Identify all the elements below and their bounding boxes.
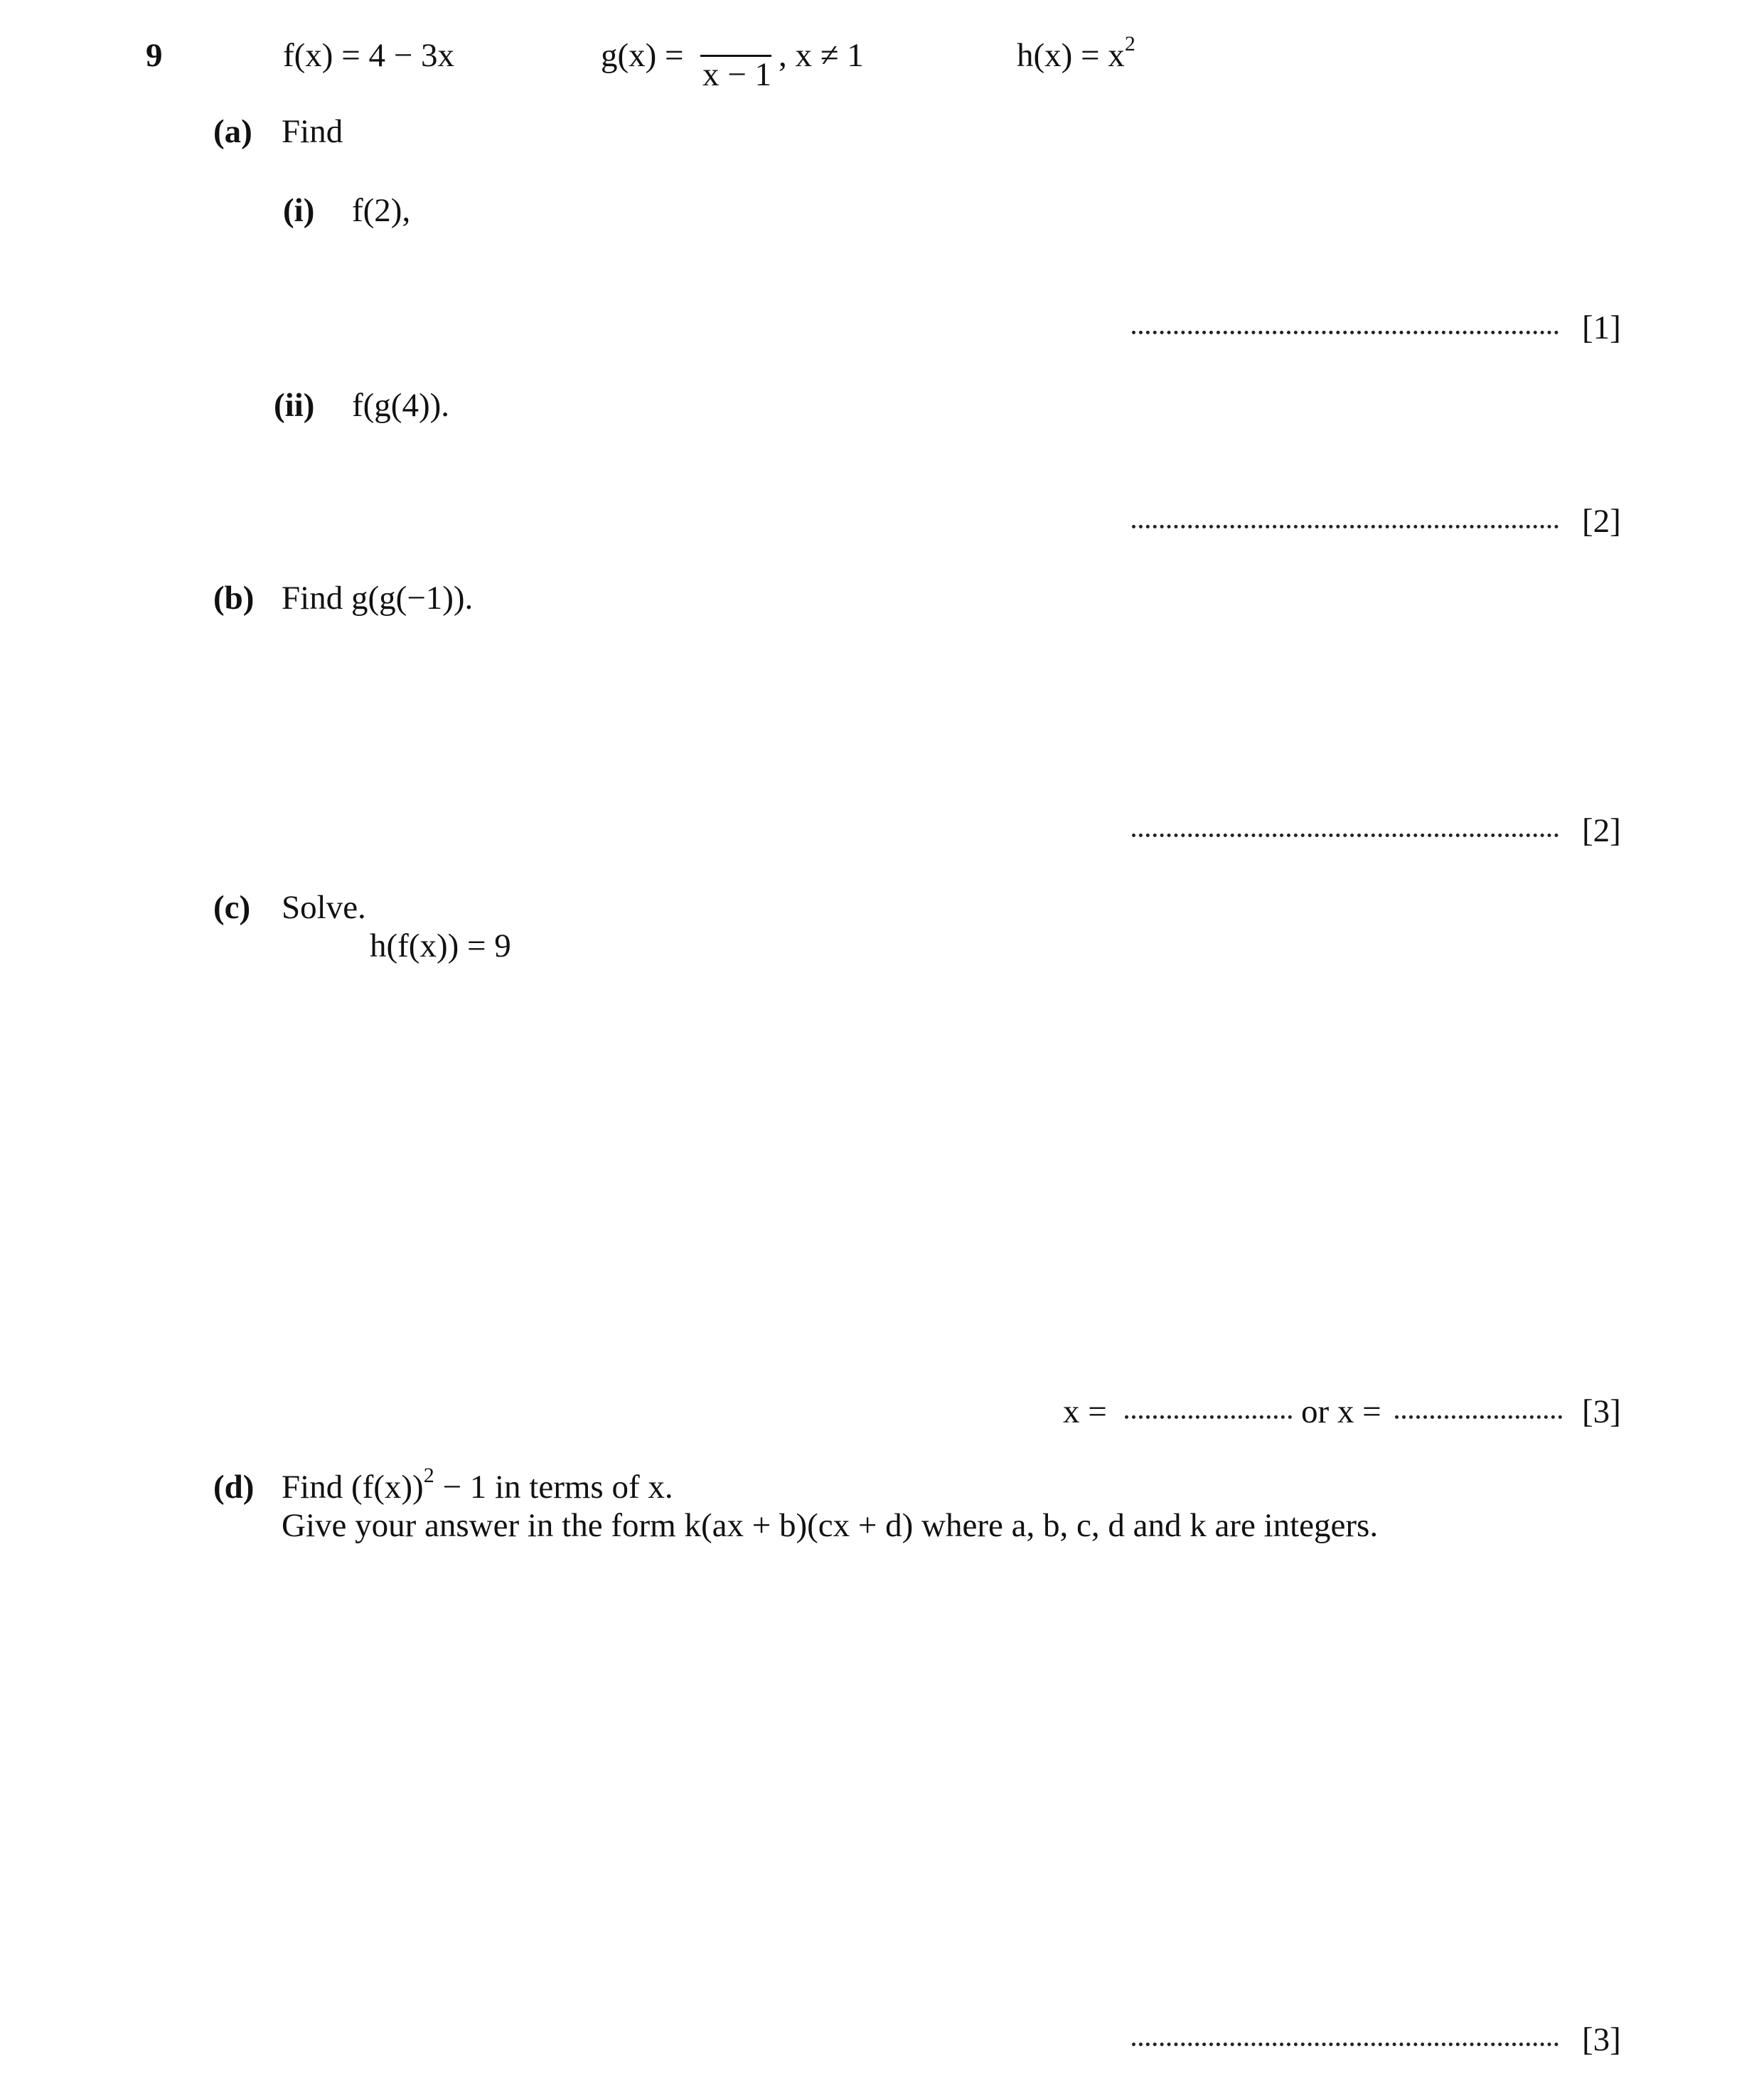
mark-a-i: [1] (1582, 309, 1621, 346)
part-a-ii-label: (ii) (274, 387, 315, 424)
part-d-line1: Find $(f(x))^2 - 1$ in terms of x. (282, 1464, 673, 1506)
part-a-i-text: f(2), (352, 192, 411, 229)
answer-line-d[interactable] (1132, 2043, 1559, 2046)
mark-b: [2] (1582, 812, 1621, 849)
g-denominator: x − 1 (702, 56, 772, 93)
answer-c-prefix-2: or x = (1301, 1393, 1381, 1430)
part-a-text: Find (282, 113, 343, 150)
part-a-ii-text: f(g(4)). (352, 387, 450, 424)
mark-a-ii: [2] (1582, 503, 1621, 540)
part-a-i-label: (i) (283, 192, 315, 229)
answer-line-b[interactable] (1132, 834, 1559, 837)
answer-line-c-2[interactable] (1395, 1415, 1562, 1419)
question-number: 9 (146, 37, 163, 74)
answer-line-a-ii[interactable] (1132, 525, 1559, 528)
f-definition: f(x) = 4 − 3x (283, 37, 454, 74)
part-c-equation: h(f(x)) = 9 (370, 927, 511, 964)
part-a-label: (a) (213, 113, 252, 150)
mark-d: [3] (1582, 2021, 1621, 2058)
part-b-label: (b) (213, 580, 255, 617)
part-c-text: Solve. (282, 889, 366, 926)
g-condition: , x ≠ 1 (779, 37, 864, 74)
answer-line-c-1[interactable] (1125, 1415, 1292, 1419)
part-c-label: (c) (213, 889, 251, 926)
part-d-label: (d) (213, 1469, 255, 1506)
answer-c-prefix-1: x = (1063, 1393, 1107, 1430)
g-definition-lhs: g(x) = (601, 37, 684, 74)
mark-c: [3] (1582, 1393, 1621, 1430)
part-d-line2: Give your answer in the form k(ax + b)(cx + d) where a, b, c, d and k are integers. (282, 1507, 1379, 1544)
part-b-text: Find g(g(−1)). (282, 580, 474, 617)
h-definition: $h(x) = x^2$ (1017, 32, 1135, 74)
answer-line-a-i[interactable] (1132, 331, 1559, 334)
